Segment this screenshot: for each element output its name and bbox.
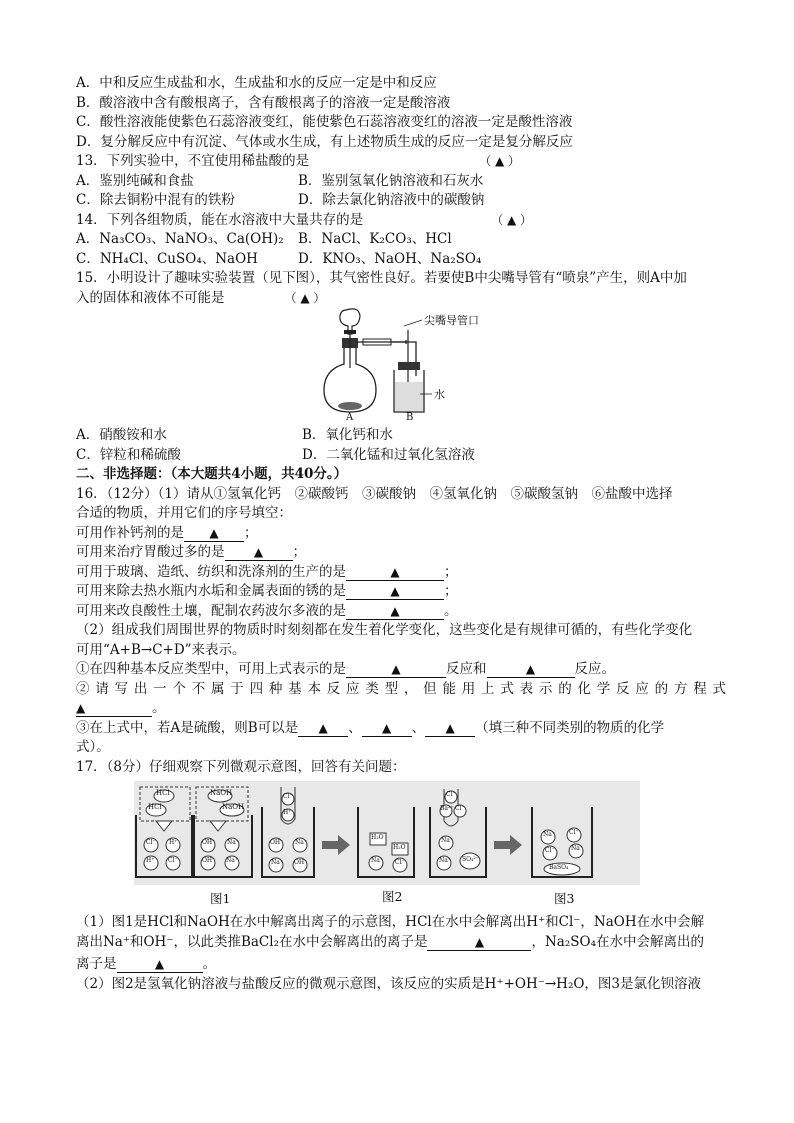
- label-na: Na⁺: [441, 837, 453, 844]
- label-naoh: NaOH: [222, 803, 245, 811]
- q15-apparatus-svg: [76, 308, 726, 426]
- label-hcl: HCl: [156, 789, 170, 797]
- q16-sub1-mid: 反应和: [446, 661, 487, 677]
- q13-stem: [76, 152, 726, 172]
- punct: ；: [292, 544, 306, 560]
- q16-sub1-pre: ①在四种基本反应类型中，可用上式表示的是: [76, 661, 346, 677]
- q15-options-row1: [76, 426, 726, 446]
- q15-apparatus-figure: [76, 308, 726, 426]
- answer-blank[interactable]: ▲: [76, 701, 152, 717]
- q16-sub2-line1: ②请写出一个不属于四种基本反应类型，但能用上式表示的化学反应的方程式: [76, 680, 726, 697]
- label-na: Na⁺: [439, 857, 451, 864]
- q15-option-a: A．硝酸铵和水: [76, 427, 167, 443]
- q15-options-row2: [76, 446, 726, 466]
- q16-sub2-line2: [76, 699, 726, 719]
- q13-options-row2: [76, 191, 726, 211]
- label-cl: Cl⁻: [446, 791, 456, 798]
- q14-option-c: C．NH₄Cl、CuSO₄、NaOH: [76, 250, 258, 267]
- q13-stem-text: 13．下列实验中，不宜使用稀盐酸的是: [76, 153, 310, 169]
- q17-micro-figures: [76, 777, 726, 969]
- label-na: Na⁺: [226, 857, 238, 864]
- answer-blank[interactable]: ▲: [346, 604, 444, 620]
- label-cl: Cl⁻: [455, 805, 465, 812]
- q16-fill-3-text: 可用于玻璃、造纸、纺织和洗涤剂的生产的是: [76, 563, 346, 580]
- water-label: 水: [434, 388, 445, 401]
- q17-p1-line2-post: ，Na₂SO₄在水中会解离出的: [531, 933, 704, 950]
- q17-p2-line1: （2）图2是氢氧化钠溶液与盐酸反应的微观示意图，该反应的实质是H⁺+OH⁻→H₂O，图3是氯化钡溶液: [76, 975, 702, 992]
- q14-options-row2: [76, 250, 726, 270]
- inlet-tube: [391, 342, 416, 376]
- answer-blank[interactable]: ▲: [362, 721, 412, 737]
- q16-stem-line2: 合适的物质，并用它们的序号填空：: [76, 505, 292, 521]
- q16-sub3-line1: [76, 719, 726, 739]
- q17-stem: 17．（8分）仔细观察下列微观示意图，回答有关问题：: [76, 758, 406, 775]
- q16-fill-5: [76, 602, 726, 622]
- label-h2o: H₂O: [393, 844, 406, 851]
- punct: 。: [202, 956, 216, 972]
- nozzle-pointer: [404, 320, 422, 326]
- q17-p1-line2-pre: 离出Na⁺和OH⁻，以此类推BaCl₂在水中会解离出的离子是: [76, 933, 428, 950]
- answer-blank[interactable]: ▲: [425, 721, 475, 737]
- q16-stem-line1: 16．（12分）（1）请从①氢氧化钙 ②碳酸钙 ③碳酸钠 ④氢氧化钠 ⑤碳酸氢钠 ⑥盐酸中选择: [76, 485, 673, 502]
- flask-solid: [338, 402, 362, 410]
- q16-sub1: [76, 660, 726, 680]
- q16-sub3-post: （填三种不同类别的物质的化学: [475, 719, 665, 736]
- q12-option-a: A．中和反应生成盐和水，生成盐和水的反应一定是中和反应: [76, 75, 437, 91]
- q16-fill-1: [76, 524, 726, 544]
- q16-fill-2: [76, 543, 726, 563]
- label-so4: SO₄²⁻: [462, 856, 480, 863]
- punct: 、: [348, 719, 362, 736]
- q13-options-row1: [76, 172, 726, 192]
- answer-blank[interactable]: ▲: [184, 526, 244, 542]
- label-cl: Cl⁻: [168, 857, 178, 864]
- q17-part1: [76, 913, 726, 952]
- punct: 、: [411, 719, 426, 736]
- flask-a-label: A: [346, 412, 354, 423]
- label-cl: Cl⁻: [569, 829, 579, 836]
- label-h: H⁺: [146, 857, 155, 864]
- q15-stem-line1: 15．小明设计了趣味实验装置（见下图），其气密性良好。若要使B中尖嘴导管有“喷泉”产生，则A中加: [76, 270, 687, 286]
- label-oh: OH⁻: [202, 857, 216, 864]
- q12-option-b: B．酸溶液中含有酸根离子，含有酸根离子的溶液一定是酸溶液: [76, 94, 451, 111]
- fig3-caption: 图3: [554, 891, 575, 906]
- section-heading: 二、非选择题：（本大题共4小题，共40分。）: [76, 466, 348, 482]
- answer-blank[interactable]: ▲: [298, 721, 348, 737]
- q17-p1-line3-text: 离子是: [76, 956, 117, 972]
- label-h2o: H₂O: [371, 834, 384, 841]
- q14-option-b: B．NaCl、K₂CO₃、HCl: [298, 231, 452, 247]
- q15-option-c: C．锌粒和稀硫酸: [76, 446, 181, 463]
- answer-blank[interactable]: ▲: [346, 565, 444, 581]
- label-naoh: NaOH: [210, 789, 233, 797]
- q16-part2-line1: （2）组成我们周围世界的物质时时刻刻都在发生着化学变化，这些变化是有规律可循的，有些化学变化: [76, 622, 693, 638]
- punct: ；: [444, 583, 458, 599]
- q15-option-d: D．二氧化锰和过氧化氢溶液: [302, 446, 475, 463]
- q14-stem: [76, 211, 726, 231]
- q13-answer-mark: （ ▲ ）: [479, 154, 521, 168]
- label-na: Na⁺: [271, 859, 283, 866]
- q14-option-a: A．Na₃CO₃、NaNO₃、Ca(OH)₂: [76, 231, 284, 247]
- punct: 。: [444, 602, 458, 619]
- q16-sub1-post: 反应。: [574, 661, 615, 677]
- label-cl: Cl⁻: [146, 839, 156, 846]
- label-ba: Ba²⁺: [440, 805, 454, 812]
- bottle-stopper: [398, 362, 420, 370]
- q14-option-d: D．KNO₃、NaOH、Na₂SO₄: [298, 250, 482, 267]
- label-hcl: HCl: [148, 803, 162, 811]
- label-cl: Cl⁻: [283, 793, 293, 800]
- q15-stem-text: 入的固体和液体不可能是: [76, 289, 225, 306]
- bottle-water: [395, 382, 423, 411]
- label-cl: Cl⁻: [545, 847, 555, 854]
- punct: ；: [444, 563, 458, 580]
- q16-sub3-pre: ③在上式中，若A是硫酸，则B可以是: [76, 719, 299, 736]
- answer-blank[interactable]: ▲: [225, 545, 293, 561]
- q17-p1-line2: [76, 933, 726, 953]
- answer-blank[interactable]: ▲: [427, 935, 531, 951]
- label-na: Na⁺: [543, 831, 555, 838]
- q13-option-d: D．除去氯化钠溶液中的碳酸钠: [298, 192, 485, 208]
- q12-option-d: D．复分解反应中有沉淀、气体或水生成，有上述物质生成的反应一定是复分解反应: [76, 133, 573, 150]
- q16-fill-1-text: 可用作补钙剂的是: [76, 524, 184, 541]
- label-na: Na⁺: [227, 839, 239, 846]
- label-na: Na⁺: [371, 857, 383, 864]
- q12-option-c: C．酸性溶液能使紫色石蕊溶液变红，能使紫色石蕊溶液变红的溶液一定是酸性溶液: [76, 114, 573, 130]
- punct: 。: [152, 700, 166, 716]
- funnel-stopcock: [344, 330, 356, 334]
- q15-stem-line2: [76, 289, 726, 309]
- q14-answer-mark: （ ▲ ）: [491, 212, 533, 227]
- label-na: Na⁺: [571, 845, 583, 852]
- label-h: H⁺: [169, 839, 178, 846]
- label-oh: OH⁻: [294, 859, 308, 866]
- q16-fill-4-text: 可用来除去热水瓶内水垢和金属表面的锈的是: [76, 583, 346, 599]
- answer-blank[interactable]: ▲: [117, 957, 203, 973]
- bottle-b-label: B: [406, 412, 414, 423]
- q13-option-a: A．鉴别纯碱和食盐: [76, 172, 194, 189]
- q16-sub3-line2: 式）。: [76, 739, 110, 755]
- q13-option-b: B．鉴别氢氧化钠溶液和石灰水: [298, 172, 484, 189]
- q15-option-b: B．氧化钙和水: [302, 427, 393, 443]
- label-oh: OH⁻: [202, 839, 216, 846]
- punct: ；: [244, 524, 258, 541]
- q16-fill-3: [76, 563, 726, 583]
- label-na: Na⁺: [295, 839, 307, 846]
- answer-blank[interactable]: ▲: [346, 662, 446, 678]
- q14-options-row1: [76, 230, 726, 250]
- answer-blank[interactable]: ▲: [346, 584, 444, 600]
- q16-fill-5-text: 可用来改良酸性土壤，配制农药波尔多液的是: [76, 602, 346, 619]
- nozzle-label: 尖嘴导管口: [424, 314, 479, 327]
- label-baso4: BaSO₄: [549, 864, 569, 871]
- exam-page: [76, 74, 726, 994]
- q14-stem-text: 14．下列各组物质，能在水溶液中大量共存的是: [76, 211, 364, 228]
- q17-p1-line1: （1）图1是HCl和NaOH在水中解离出离子的示意图，HCl在水中会解离出H⁺和Cl⁻，NaOH在水中会解: [76, 914, 705, 930]
- q13-option-c: C．除去铜粉中混有的铁粉: [76, 192, 235, 208]
- fig1-caption: 图1: [210, 891, 231, 906]
- label-oh: OH⁻: [270, 839, 284, 846]
- label-cl: Cl⁻: [395, 859, 405, 866]
- q16-fill-4: [76, 582, 726, 602]
- answer-blank[interactable]: ▲: [487, 662, 575, 678]
- q16-fill-2-text: 可用来治疗胃酸过多的是: [76, 544, 225, 560]
- fig2-caption: 图2: [382, 889, 403, 904]
- q16-part2-line2: 可用“A+B→C+D”来表示。: [76, 641, 246, 658]
- q15-answer-mark: （ ▲ ）: [284, 290, 326, 305]
- label-h: H⁺: [283, 809, 292, 816]
